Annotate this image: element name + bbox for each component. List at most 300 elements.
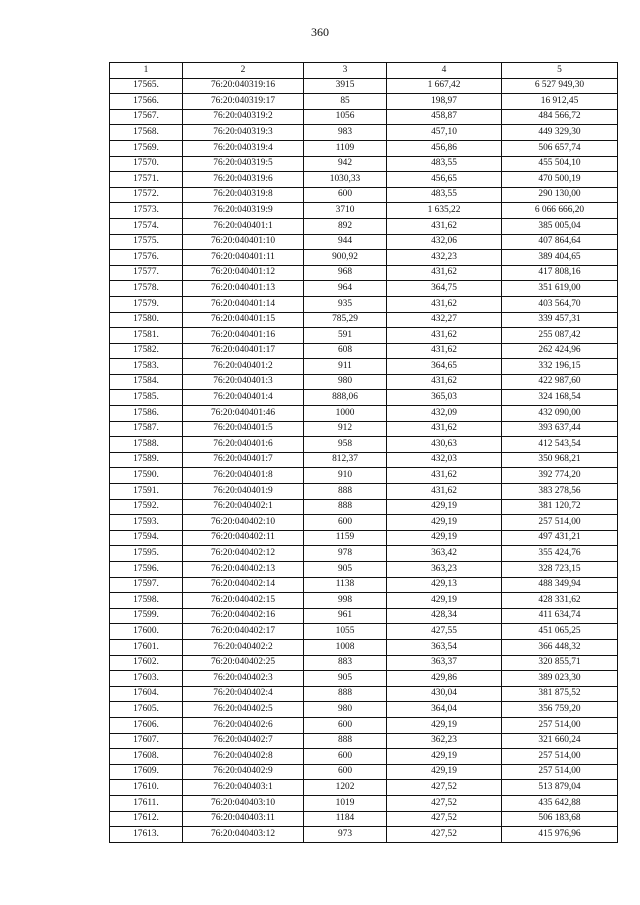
row-number-cell: 17589.	[110, 452, 183, 468]
area-cell: 785,29	[304, 312, 387, 328]
cadastral-number-cell: 76:20:040401:15	[183, 312, 304, 328]
cadastral-number-cell: 76:20:040402:5	[183, 702, 304, 718]
cadastral-number-cell: 76:20:040401:7	[183, 452, 304, 468]
cadastral-value-cell: 506 183,68	[502, 811, 618, 827]
specific-value-cell: 363,37	[387, 655, 502, 671]
cadastral-value-cell: 321 660,24	[502, 733, 618, 749]
area-cell: 961	[304, 608, 387, 624]
table-row	[110, 468, 618, 484]
table-row	[110, 218, 618, 234]
cadastral-value-cell: 383 278,56	[502, 484, 618, 500]
cadastral-number-cell: 76:20:040401:10	[183, 234, 304, 250]
row-number-cell: 17596.	[110, 562, 183, 578]
cadastral-value-cell: 6 066 666,20	[502, 203, 618, 219]
cadastral-value-cell: 339 457,31	[502, 312, 618, 328]
specific-value-cell: 430,63	[387, 437, 502, 453]
row-number-cell: 17565.	[110, 78, 183, 94]
specific-value-cell: 429,13	[387, 577, 502, 593]
table-row	[110, 749, 618, 765]
area-cell: 888,06	[304, 390, 387, 406]
cadastral-value-cell: 257 514,00	[502, 515, 618, 531]
row-number-cell: 17602.	[110, 655, 183, 671]
table-row	[110, 421, 618, 437]
row-number-cell: 17570.	[110, 156, 183, 172]
cadastral-value-cell: 432 090,00	[502, 406, 618, 422]
cadastral-number-cell: 76:20:040401:17	[183, 343, 304, 359]
cadastral-value-cell: 262 424,96	[502, 343, 618, 359]
row-number-cell: 17606.	[110, 717, 183, 733]
area-cell: 912	[304, 421, 387, 437]
cadastral-value-cell: 290 130,00	[502, 187, 618, 203]
specific-value-cell: 429,86	[387, 671, 502, 687]
specific-value-cell: 429,19	[387, 717, 502, 733]
row-number-cell: 17573.	[110, 203, 183, 219]
table-row	[110, 515, 618, 531]
area-cell: 600	[304, 717, 387, 733]
row-number-cell: 17576.	[110, 250, 183, 266]
cadastral-number-cell: 76:20:040403:12	[183, 827, 304, 843]
area-cell: 942	[304, 156, 387, 172]
cadastral-value-cell: 6 527 949,30	[502, 78, 618, 94]
cadastral-value-cell: 320 855,71	[502, 655, 618, 671]
specific-value-cell: 429,19	[387, 764, 502, 780]
area-cell: 1109	[304, 140, 387, 156]
cadastral-number-cell: 76:20:040402:11	[183, 530, 304, 546]
cadastral-number-cell: 76:20:040402:1	[183, 499, 304, 515]
table-row	[110, 780, 618, 796]
cadastral-value-cell: 451 065,25	[502, 624, 618, 640]
table-row	[110, 250, 618, 266]
area-cell: 983	[304, 125, 387, 141]
table-row	[110, 671, 618, 687]
cadastral-value-cell: 257 514,00	[502, 764, 618, 780]
row-number-cell: 17603.	[110, 671, 183, 687]
cadastral-number-cell: 76:20:040401:9	[183, 484, 304, 500]
cadastral-number-cell: 76:20:040401:8	[183, 468, 304, 484]
specific-value-cell: 431,62	[387, 421, 502, 437]
table-row	[110, 78, 618, 94]
row-number-cell: 17613.	[110, 827, 183, 843]
cadastral-value-cell: 355 424,76	[502, 546, 618, 562]
row-number-cell: 17595.	[110, 546, 183, 562]
specific-value-cell: 431,62	[387, 374, 502, 390]
table-row	[110, 499, 618, 515]
row-number-cell: 17588.	[110, 437, 183, 453]
row-number-cell: 17611.	[110, 795, 183, 811]
row-number-cell: 17593.	[110, 515, 183, 531]
row-number-cell: 17578.	[110, 281, 183, 297]
table-row	[110, 390, 618, 406]
specific-value-cell: 456,65	[387, 172, 502, 188]
row-number-cell: 17569.	[110, 140, 183, 156]
table-row	[110, 639, 618, 655]
cadastral-number-cell: 76:20:040319:3	[183, 125, 304, 141]
specific-value-cell: 431,62	[387, 218, 502, 234]
table-row	[110, 484, 618, 500]
table-row	[110, 328, 618, 344]
row-number-cell: 17572.	[110, 187, 183, 203]
specific-value-cell: 363,42	[387, 546, 502, 562]
table-row	[110, 577, 618, 593]
specific-value-cell: 430,04	[387, 686, 502, 702]
row-number-cell: 17574.	[110, 218, 183, 234]
row-number-cell: 17600.	[110, 624, 183, 640]
cadastral-number-cell: 76:20:040401:5	[183, 421, 304, 437]
specific-value-cell: 483,55	[387, 187, 502, 203]
table-row	[110, 562, 618, 578]
cadastral-number-cell: 76:20:040319:9	[183, 203, 304, 219]
specific-value-cell: 432,27	[387, 312, 502, 328]
cadastral-number-cell: 76:20:040403:11	[183, 811, 304, 827]
table-row	[110, 359, 618, 375]
cadastral-value-cell: 428 331,62	[502, 593, 618, 609]
area-cell: 964	[304, 281, 387, 297]
area-cell: 1138	[304, 577, 387, 593]
row-number-cell: 17567.	[110, 109, 183, 125]
cadastral-value-cell: 389 023,30	[502, 671, 618, 687]
area-cell: 600	[304, 515, 387, 531]
area-cell: 1030,33	[304, 172, 387, 188]
cadastral-value-cell: 470 500,19	[502, 172, 618, 188]
cadastral-number-cell: 76:20:040402:13	[183, 562, 304, 578]
table-header	[110, 63, 618, 79]
area-cell: 1055	[304, 624, 387, 640]
cadastral-number-cell: 76:20:040401:14	[183, 296, 304, 312]
cadastral-number-cell: 76:20:040401:4	[183, 390, 304, 406]
cadastral-number-cell: 76:20:040401:11	[183, 250, 304, 266]
table-row	[110, 94, 618, 110]
table-row	[110, 624, 618, 640]
cadastral-number-cell: 76:20:040402:17	[183, 624, 304, 640]
cadastral-value-cell: 392 774,20	[502, 468, 618, 484]
table-row	[110, 281, 618, 297]
cadastral-value-cell: 411 634,74	[502, 608, 618, 624]
cadastral-value-cell: 415 976,96	[502, 827, 618, 843]
area-cell: 905	[304, 671, 387, 687]
table-row	[110, 125, 618, 141]
specific-value-cell: 429,19	[387, 515, 502, 531]
row-number-cell: 17610.	[110, 780, 183, 796]
page-number: 360	[311, 25, 329, 39]
area-cell: 900,92	[304, 250, 387, 266]
cadastral-value-cell: 381 120,72	[502, 499, 618, 515]
row-number-cell: 17575.	[110, 234, 183, 250]
row-number-cell: 17612.	[110, 811, 183, 827]
specific-value-cell: 1 635,22	[387, 203, 502, 219]
cadastral-number-cell: 76:20:040319:17	[183, 94, 304, 110]
specific-value-cell: 427,52	[387, 780, 502, 796]
area-cell: 888	[304, 484, 387, 500]
area-cell: 3915	[304, 78, 387, 94]
specific-value-cell: 428,34	[387, 608, 502, 624]
cadastral-value-cell: 455 504,10	[502, 156, 618, 172]
table-row	[110, 109, 618, 125]
cadastral-value-cell: 435 642,88	[502, 795, 618, 811]
area-cell: 980	[304, 374, 387, 390]
area-cell: 600	[304, 764, 387, 780]
row-number-cell: 17582.	[110, 343, 183, 359]
cadastral-value-cell: 328 723,15	[502, 562, 618, 578]
row-number-cell: 17591.	[110, 484, 183, 500]
table-row	[110, 374, 618, 390]
cadastral-number-cell: 76:20:040402:4	[183, 686, 304, 702]
cadastral-value-cell: 257 514,00	[502, 749, 618, 765]
table-row	[110, 187, 618, 203]
area-cell: 905	[304, 562, 387, 578]
row-number-cell: 17581.	[110, 328, 183, 344]
specific-value-cell: 457,10	[387, 125, 502, 141]
cadastral-value-table	[109, 62, 618, 843]
row-number-cell: 17580.	[110, 312, 183, 328]
column-header-1: 1	[110, 63, 183, 79]
header-row	[110, 63, 618, 79]
table-row	[110, 717, 618, 733]
area-cell: 910	[304, 468, 387, 484]
cadastral-number-cell: 76:20:040401:6	[183, 437, 304, 453]
cadastral-value-cell: 393 637,44	[502, 421, 618, 437]
specific-value-cell: 363,23	[387, 562, 502, 578]
cadastral-value-cell: 381 875,52	[502, 686, 618, 702]
table-row	[110, 312, 618, 328]
row-number-cell: 17584.	[110, 374, 183, 390]
specific-value-cell: 365,03	[387, 390, 502, 406]
cadastral-number-cell: 76:20:040403:1	[183, 780, 304, 796]
table-row	[110, 452, 618, 468]
row-number-cell: 17599.	[110, 608, 183, 624]
row-number-cell: 17577.	[110, 265, 183, 281]
area-cell: 1000	[304, 406, 387, 422]
row-number-cell: 17605.	[110, 702, 183, 718]
area-cell: 3710	[304, 203, 387, 219]
table-row	[110, 827, 618, 843]
cadastral-number-cell: 76:20:040319:4	[183, 140, 304, 156]
cadastral-value-cell: 385 005,04	[502, 218, 618, 234]
area-cell: 812,37	[304, 452, 387, 468]
specific-value-cell: 363,54	[387, 639, 502, 655]
cadastral-value-cell: 16 912,45	[502, 94, 618, 110]
area-cell: 980	[304, 702, 387, 718]
cadastral-number-cell: 76:20:040401:46	[183, 406, 304, 422]
column-header-4: 4	[387, 63, 502, 79]
table-row	[110, 343, 618, 359]
cadastral-value-cell: 332 196,15	[502, 359, 618, 375]
table-row	[110, 593, 618, 609]
specific-value-cell: 198,97	[387, 94, 502, 110]
row-number-cell: 17579.	[110, 296, 183, 312]
cadastral-value-cell: 255 087,42	[502, 328, 618, 344]
cadastral-value-cell: 488 349,94	[502, 577, 618, 593]
specific-value-cell: 432,09	[387, 406, 502, 422]
cadastral-number-cell: 76:20:040402:2	[183, 639, 304, 655]
specific-value-cell: 429,19	[387, 593, 502, 609]
column-header-2: 2	[183, 63, 304, 79]
area-cell: 1159	[304, 530, 387, 546]
specific-value-cell: 431,62	[387, 468, 502, 484]
table-row	[110, 296, 618, 312]
specific-value-cell: 427,52	[387, 827, 502, 843]
cadastral-number-cell: 76:20:040401:3	[183, 374, 304, 390]
cadastral-number-cell: 76:20:040402:12	[183, 546, 304, 562]
area-cell: 998	[304, 593, 387, 609]
cadastral-value-cell: 389 404,65	[502, 250, 618, 266]
table-row	[110, 530, 618, 546]
cadastral-number-cell: 76:20:040402:3	[183, 671, 304, 687]
specific-value-cell: 432,06	[387, 234, 502, 250]
table-row	[110, 265, 618, 281]
table-row	[110, 795, 618, 811]
row-number-cell: 17568.	[110, 125, 183, 141]
specific-value-cell: 458,87	[387, 109, 502, 125]
row-number-cell: 17608.	[110, 749, 183, 765]
specific-value-cell: 429,19	[387, 530, 502, 546]
specific-value-cell: 429,19	[387, 749, 502, 765]
row-number-cell: 17587.	[110, 421, 183, 437]
cadastral-number-cell: 76:20:040319:16	[183, 78, 304, 94]
table-row	[110, 811, 618, 827]
row-number-cell: 17583.	[110, 359, 183, 375]
cadastral-value-cell: 417 808,16	[502, 265, 618, 281]
cadastral-value-cell: 449 329,30	[502, 125, 618, 141]
cadastral-value-cell: 324 168,54	[502, 390, 618, 406]
cadastral-value-cell: 506 657,74	[502, 140, 618, 156]
specific-value-cell: 431,62	[387, 328, 502, 344]
row-number-cell: 17601.	[110, 639, 183, 655]
area-cell: 888	[304, 733, 387, 749]
area-cell: 1056	[304, 109, 387, 125]
area-cell: 85	[304, 94, 387, 110]
cadastral-number-cell: 76:20:040401:16	[183, 328, 304, 344]
specific-value-cell: 1 667,42	[387, 78, 502, 94]
specific-value-cell: 431,62	[387, 484, 502, 500]
area-cell: 1202	[304, 780, 387, 796]
cadastral-number-cell: 76:20:040319:6	[183, 172, 304, 188]
cadastral-number-cell: 76:20:040402:16	[183, 608, 304, 624]
specific-value-cell: 432,23	[387, 250, 502, 266]
table-body	[110, 78, 618, 842]
cadastral-number-cell: 76:20:040402:10	[183, 515, 304, 531]
area-cell: 944	[304, 234, 387, 250]
column-header-5: 5	[502, 63, 618, 79]
row-number-cell: 17607.	[110, 733, 183, 749]
cadastral-number-cell: 76:20:040402:6	[183, 717, 304, 733]
specific-value-cell: 431,62	[387, 296, 502, 312]
row-number-cell: 17604.	[110, 686, 183, 702]
cadastral-value-cell: 356 759,20	[502, 702, 618, 718]
cadastral-value-cell: 366 448,32	[502, 639, 618, 655]
row-number-cell: 17598.	[110, 593, 183, 609]
table-row	[110, 156, 618, 172]
specific-value-cell: 427,52	[387, 795, 502, 811]
specific-value-cell: 364,65	[387, 359, 502, 375]
table-row	[110, 546, 618, 562]
area-cell: 608	[304, 343, 387, 359]
area-cell: 968	[304, 265, 387, 281]
cadastral-value-cell: 351 619,00	[502, 281, 618, 297]
cadastral-number-cell: 76:20:040401:1	[183, 218, 304, 234]
column-header-3: 3	[304, 63, 387, 79]
cadastral-number-cell: 76:20:040402:25	[183, 655, 304, 671]
specific-value-cell: 432,03	[387, 452, 502, 468]
table-row	[110, 655, 618, 671]
cadastral-number-cell: 76:20:040319:8	[183, 187, 304, 203]
table-row	[110, 686, 618, 702]
cadastral-number-cell: 76:20:040402:8	[183, 749, 304, 765]
specific-value-cell: 427,55	[387, 624, 502, 640]
area-cell: 1008	[304, 639, 387, 655]
cadastral-number-cell: 76:20:040402:9	[183, 764, 304, 780]
cadastral-number-cell: 76:20:040403:10	[183, 795, 304, 811]
cadastral-number-cell: 76:20:040402:14	[183, 577, 304, 593]
specific-value-cell: 362,23	[387, 733, 502, 749]
row-number-cell: 17566.	[110, 94, 183, 110]
cadastral-value-cell: 257 514,00	[502, 717, 618, 733]
cadastral-value-cell: 403 564,70	[502, 296, 618, 312]
cadastral-number-cell: 76:20:040402:15	[183, 593, 304, 609]
specific-value-cell: 427,52	[387, 811, 502, 827]
row-number-cell: 17609.	[110, 764, 183, 780]
area-cell: 958	[304, 437, 387, 453]
cadastral-number-cell: 76:20:040402:7	[183, 733, 304, 749]
cadastral-value-cell: 350 968,21	[502, 452, 618, 468]
cadastral-value-cell: 484 566,72	[502, 109, 618, 125]
area-cell: 888	[304, 499, 387, 515]
specific-value-cell: 431,62	[387, 343, 502, 359]
table-row	[110, 702, 618, 718]
cadastral-value-cell: 422 987,60	[502, 374, 618, 390]
area-cell: 911	[304, 359, 387, 375]
table-row	[110, 764, 618, 780]
cadastral-value-cell: 513 879,04	[502, 780, 618, 796]
row-number-cell: 17594.	[110, 530, 183, 546]
area-cell: 973	[304, 827, 387, 843]
specific-value-cell: 483,55	[387, 156, 502, 172]
table-row	[110, 406, 618, 422]
area-cell: 600	[304, 749, 387, 765]
area-cell: 591	[304, 328, 387, 344]
cadastral-value-cell: 407 864,64	[502, 234, 618, 250]
cadastral-number-cell: 76:20:040401:2	[183, 359, 304, 375]
cadastral-value-cell: 412 543,54	[502, 437, 618, 453]
cadastral-number-cell: 76:20:040319:2	[183, 109, 304, 125]
area-cell: 892	[304, 218, 387, 234]
area-cell: 1184	[304, 811, 387, 827]
area-cell: 1019	[304, 795, 387, 811]
table-row	[110, 203, 618, 219]
row-number-cell: 17586.	[110, 406, 183, 422]
row-number-cell: 17571.	[110, 172, 183, 188]
row-number-cell: 17592.	[110, 499, 183, 515]
area-cell: 935	[304, 296, 387, 312]
table-row	[110, 140, 618, 156]
area-cell: 883	[304, 655, 387, 671]
cadastral-number-cell: 76:20:040401:12	[183, 265, 304, 281]
table-row	[110, 234, 618, 250]
specific-value-cell: 364,04	[387, 702, 502, 718]
cadastral-value-cell: 497 431,21	[502, 530, 618, 546]
row-number-cell: 17590.	[110, 468, 183, 484]
area-cell: 888	[304, 686, 387, 702]
specific-value-cell: 364,75	[387, 281, 502, 297]
specific-value-cell: 429,19	[387, 499, 502, 515]
specific-value-cell: 456,86	[387, 140, 502, 156]
specific-value-cell: 431,62	[387, 265, 502, 281]
area-cell: 978	[304, 546, 387, 562]
row-number-cell: 17597.	[110, 577, 183, 593]
row-number-cell: 17585.	[110, 390, 183, 406]
area-cell: 600	[304, 187, 387, 203]
cadastral-number-cell: 76:20:040319:5	[183, 156, 304, 172]
table-row	[110, 437, 618, 453]
